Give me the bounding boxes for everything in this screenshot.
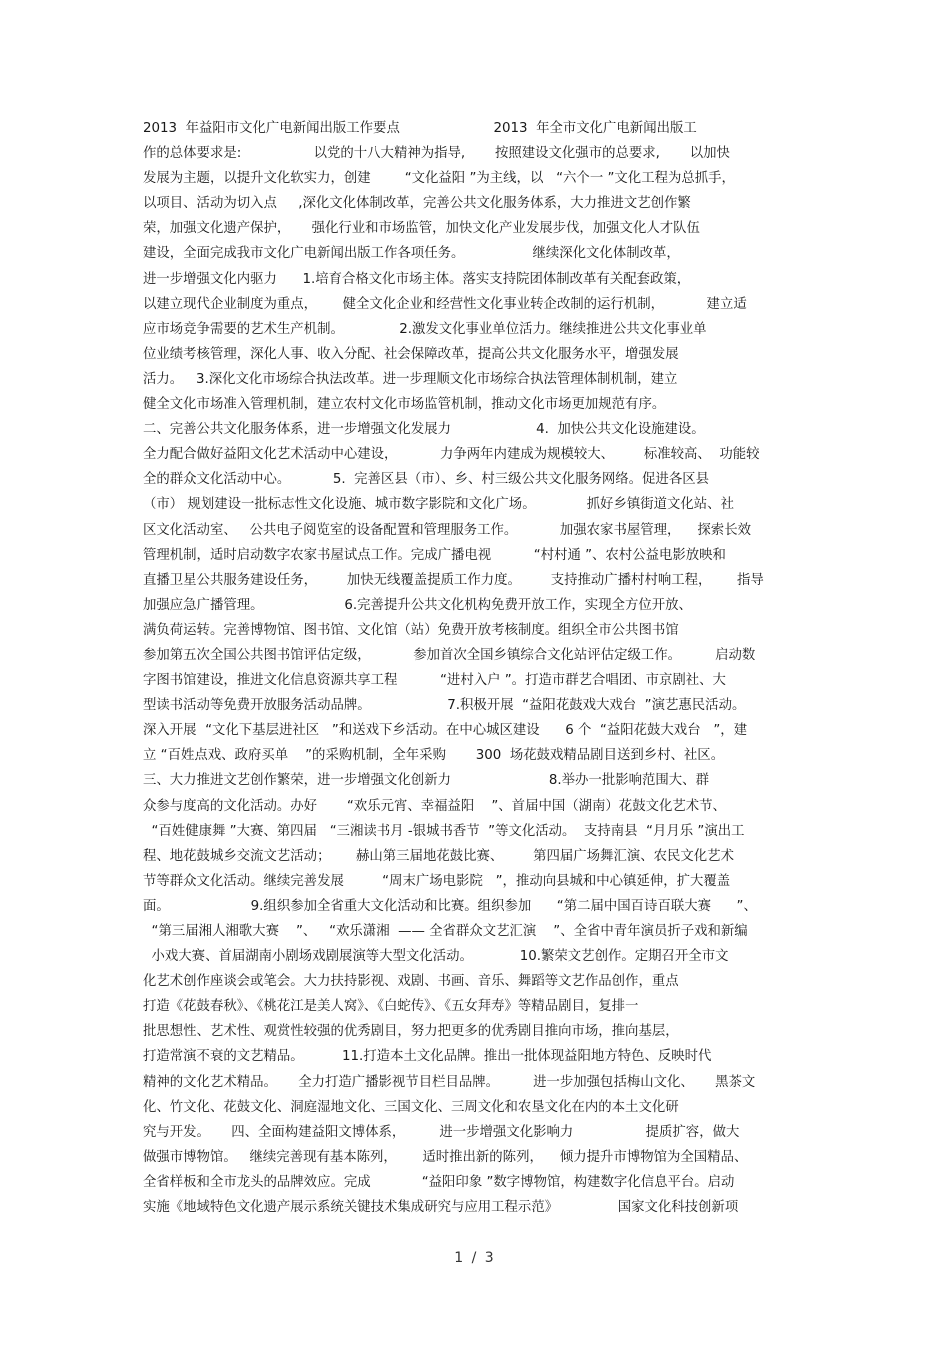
text-line: 打造常演不衰的文艺精品。 11.打造本土文化品牌。推出一批体现益阳地方特色、反映时代 [143,1049,712,1065]
text-line: 打造《花鼓春秋》、《桃花江是美人窝》、《白蛇传》、《五女拜寿》等精品剧目，复排一 [143,999,639,1015]
text-line: 节等群众文化活动。继续完善发展 “周末广场电影院 ”，推动向县城和中心镇延伸，扩大覆盖 [143,873,731,889]
text-line: 全力配合做好益阳文化艺术活动中心建设， 力争两年内建成为规模较大、 标准较高、 功能较 [143,447,760,463]
text-line: 应市场竞争需要的艺术生产机制。 2.激发文化事业单位活力。继续推进公共文化事业单 [143,321,707,337]
text-line: 建设，全面完成我市文化广电新闻出版工作各项任务。 继续深化文化体制改革， [143,246,680,262]
text-line: 众参与度高的文化活动。办好 “欢乐元宵、幸福益阳 ”、首届中国（湖南）花鼓文化艺术节、 [143,798,726,814]
text-line: 以项目、活动为切入点 ,深化文化体制改革，完善公共文化服务体系，大力推进文艺创作繁 [143,196,691,212]
text-line: （市） 规划建设一批标志性文化设施、城市数字影院和文化广场。 抓好乡镇街道文化站、社 [143,497,734,513]
text-line: 化艺术创作座谈会或笔会。大力扶持影视、戏剧、书画、音乐、舞蹈等文艺作品创作，重点 [143,974,679,990]
text-line: 程、地花鼓城乡交流文艺活动； 赫山第三届地花鼓比赛、 第四届广场舞汇演、农民文化艺术 [143,848,734,864]
text-line: 管理机制，适时启动数字农家书屋试点工作。完成广播电视 “村村通 ”、农村公益电影放映和 [143,547,726,563]
text-line: 精神的文化艺术精品。 全力打造广播影视节目栏目品牌。 进一步加强包括梅山文化、 黑茶文 [143,1074,756,1090]
text-line: 加强应急广播管理。 6.完善提升公共文化机构免费开放工作，实现全方位开放、 [143,597,692,613]
text-line: 面。 9.组织参加全省重大文化活动和比赛。组织参加 “第二届中国百诗百联大赛 ”、 [143,898,757,914]
text-line: 全省样板和全市龙头的品牌效应。完成 “益阳印象 ”数字博物馆，构建数字化信息平台。启动 [143,1174,735,1190]
text-line: 立 “百姓点戏、政府买单 ”的采购机制，全年采购 300 场花鼓戏精品剧目送到乡村、社区。 [143,748,725,764]
text-line: 化、竹文化、花鼓文化、洞庭湿地文化、三国文化、三周文化和农垦文化在内的本土文化研 [143,1099,679,1115]
text-line: 究与开发。 四、全面构建益阳文博体系， 进一步增强文化影响力 提质扩容，做大 [143,1124,740,1140]
text-line: 做强市博物馆。 继续完善现有基本陈列， 适时推出新的陈列， 倾力提升市博物馆为全国精品、 [143,1149,748,1165]
text-line: 深入开展 “文化下基层进社区 ”和送戏下乡活动。在中心城区建设 6 个 “益阳花鼓大戏台 ”，建 [143,723,748,739]
text-line: 健全文化市场准入管理机制，建立农村文化市场监管机制，推动文化市场更加规范有序。 [143,397,666,413]
text-line: 全的群众文化活动中心。 5. 完善区县（市）、乡、村三级公共文化服务网络。促进各区县 [143,472,709,488]
text-line: 进一步增强文化内驱力 1.培育合格文化市场主体。落实支持院团体制改革有关配套政策， [143,271,691,287]
text-line: 批思想性、艺术性、观赏性较强的优秀剧目，努力把更多的优秀剧目推向市场，推向基层， [143,1024,679,1040]
text-line: 实施《地域特色文化遗产展示系统关键技术集成研究与应用工程示范》 国家文化科技创新项 [143,1200,739,1216]
document-body [143,116,808,1220]
text-line: 直播卫星公共服务建设任务， 加快无线覆盖提质工作力度。 支持推动广播村村响工程， 指导 [143,572,764,588]
text-line: 小戏大赛、首届湖南小剧场戏剧展演等大型文化活动。 10.繁荣文艺创作。定期召开全市文 [143,949,729,965]
text-line: 区文化活动室、 公共电子阅览室的设备配置和管理服务工作。 加强农家书屋管理， 探索长效 [143,522,751,538]
text-line: 参加第五次全国公共图书馆评估定级， 参加首次全国乡镇综合文化站评估定级工作。 启动数 [143,647,756,663]
text-line: 2013 年益阳市文化广电新闻出版工作要点 2013 年全市文化广电新闻出版工 [143,121,697,136]
text-line: 活力。 3.深化文化市场综合执法改革。进一步理顺文化市场综合执法管理体制机制，建立 [143,371,678,387]
text-line: 型读书活动等免费开放服务活动品牌。 7.积极开展 “益阳花鼓戏大戏台 ”演艺惠民活动。 [143,698,746,714]
text-line: 位业绩考核管理，深化人事、收入分配、社会保障改革，提高公共文化服务水平，增强发展 [143,346,679,362]
page-number: 1 / 3 [454,1250,496,1266]
text-line: 字图书馆建设，推进文化信息资源共享工程 “进村入户 ”。打造市群艺合唱团、市京剧社、大 [143,673,726,689]
text-line: 发展为主题，以提升文化软实力，创建 “文化益阳 ”为主线，以 “六个一 ”文化工程为总抓手， [143,171,735,187]
text-line: 满负荷运转。完善博物馆、图书馆、文化馆（站）免费开放考核制度。组织全市公共图书馆 [143,622,679,638]
text-line: “第三届湘人湘歌大赛 ”、 “欢乐潇湘 —— 全省群众文艺汇演 ”、全省中青年演员折子戏和新编 [143,924,748,939]
text-line: 以建立现代企业制度为重点， 健全文化企业和经营性文化事业转企改制的运行机制， 建立适 [143,296,747,312]
text-line: “百姓健康舞 ”大赛、第四届 “三湘读书月 -银城书香节 ”等文化活动。 支持南县 “月月乐 ”演出工 [143,823,745,839]
text-line: 三、大力推进文艺创作繁荣，进一步增强文化创新力 8.举办一批影响范围大、群 [143,773,709,789]
text-line: 作的总体要求是: 以党的十八大精神为指导, 按照建设文化强市的总要求, 以加快 [143,146,730,162]
text-line: 荣，加强文化遗产保护， 强化行业和市场监管，加快文化产业发展步伐，加强文化人才队伍 [143,221,700,237]
text-line: 二、完善公共文化服务体系，进一步增强文化发展力 4. 加快公共文化设施建设。 [143,422,705,438]
